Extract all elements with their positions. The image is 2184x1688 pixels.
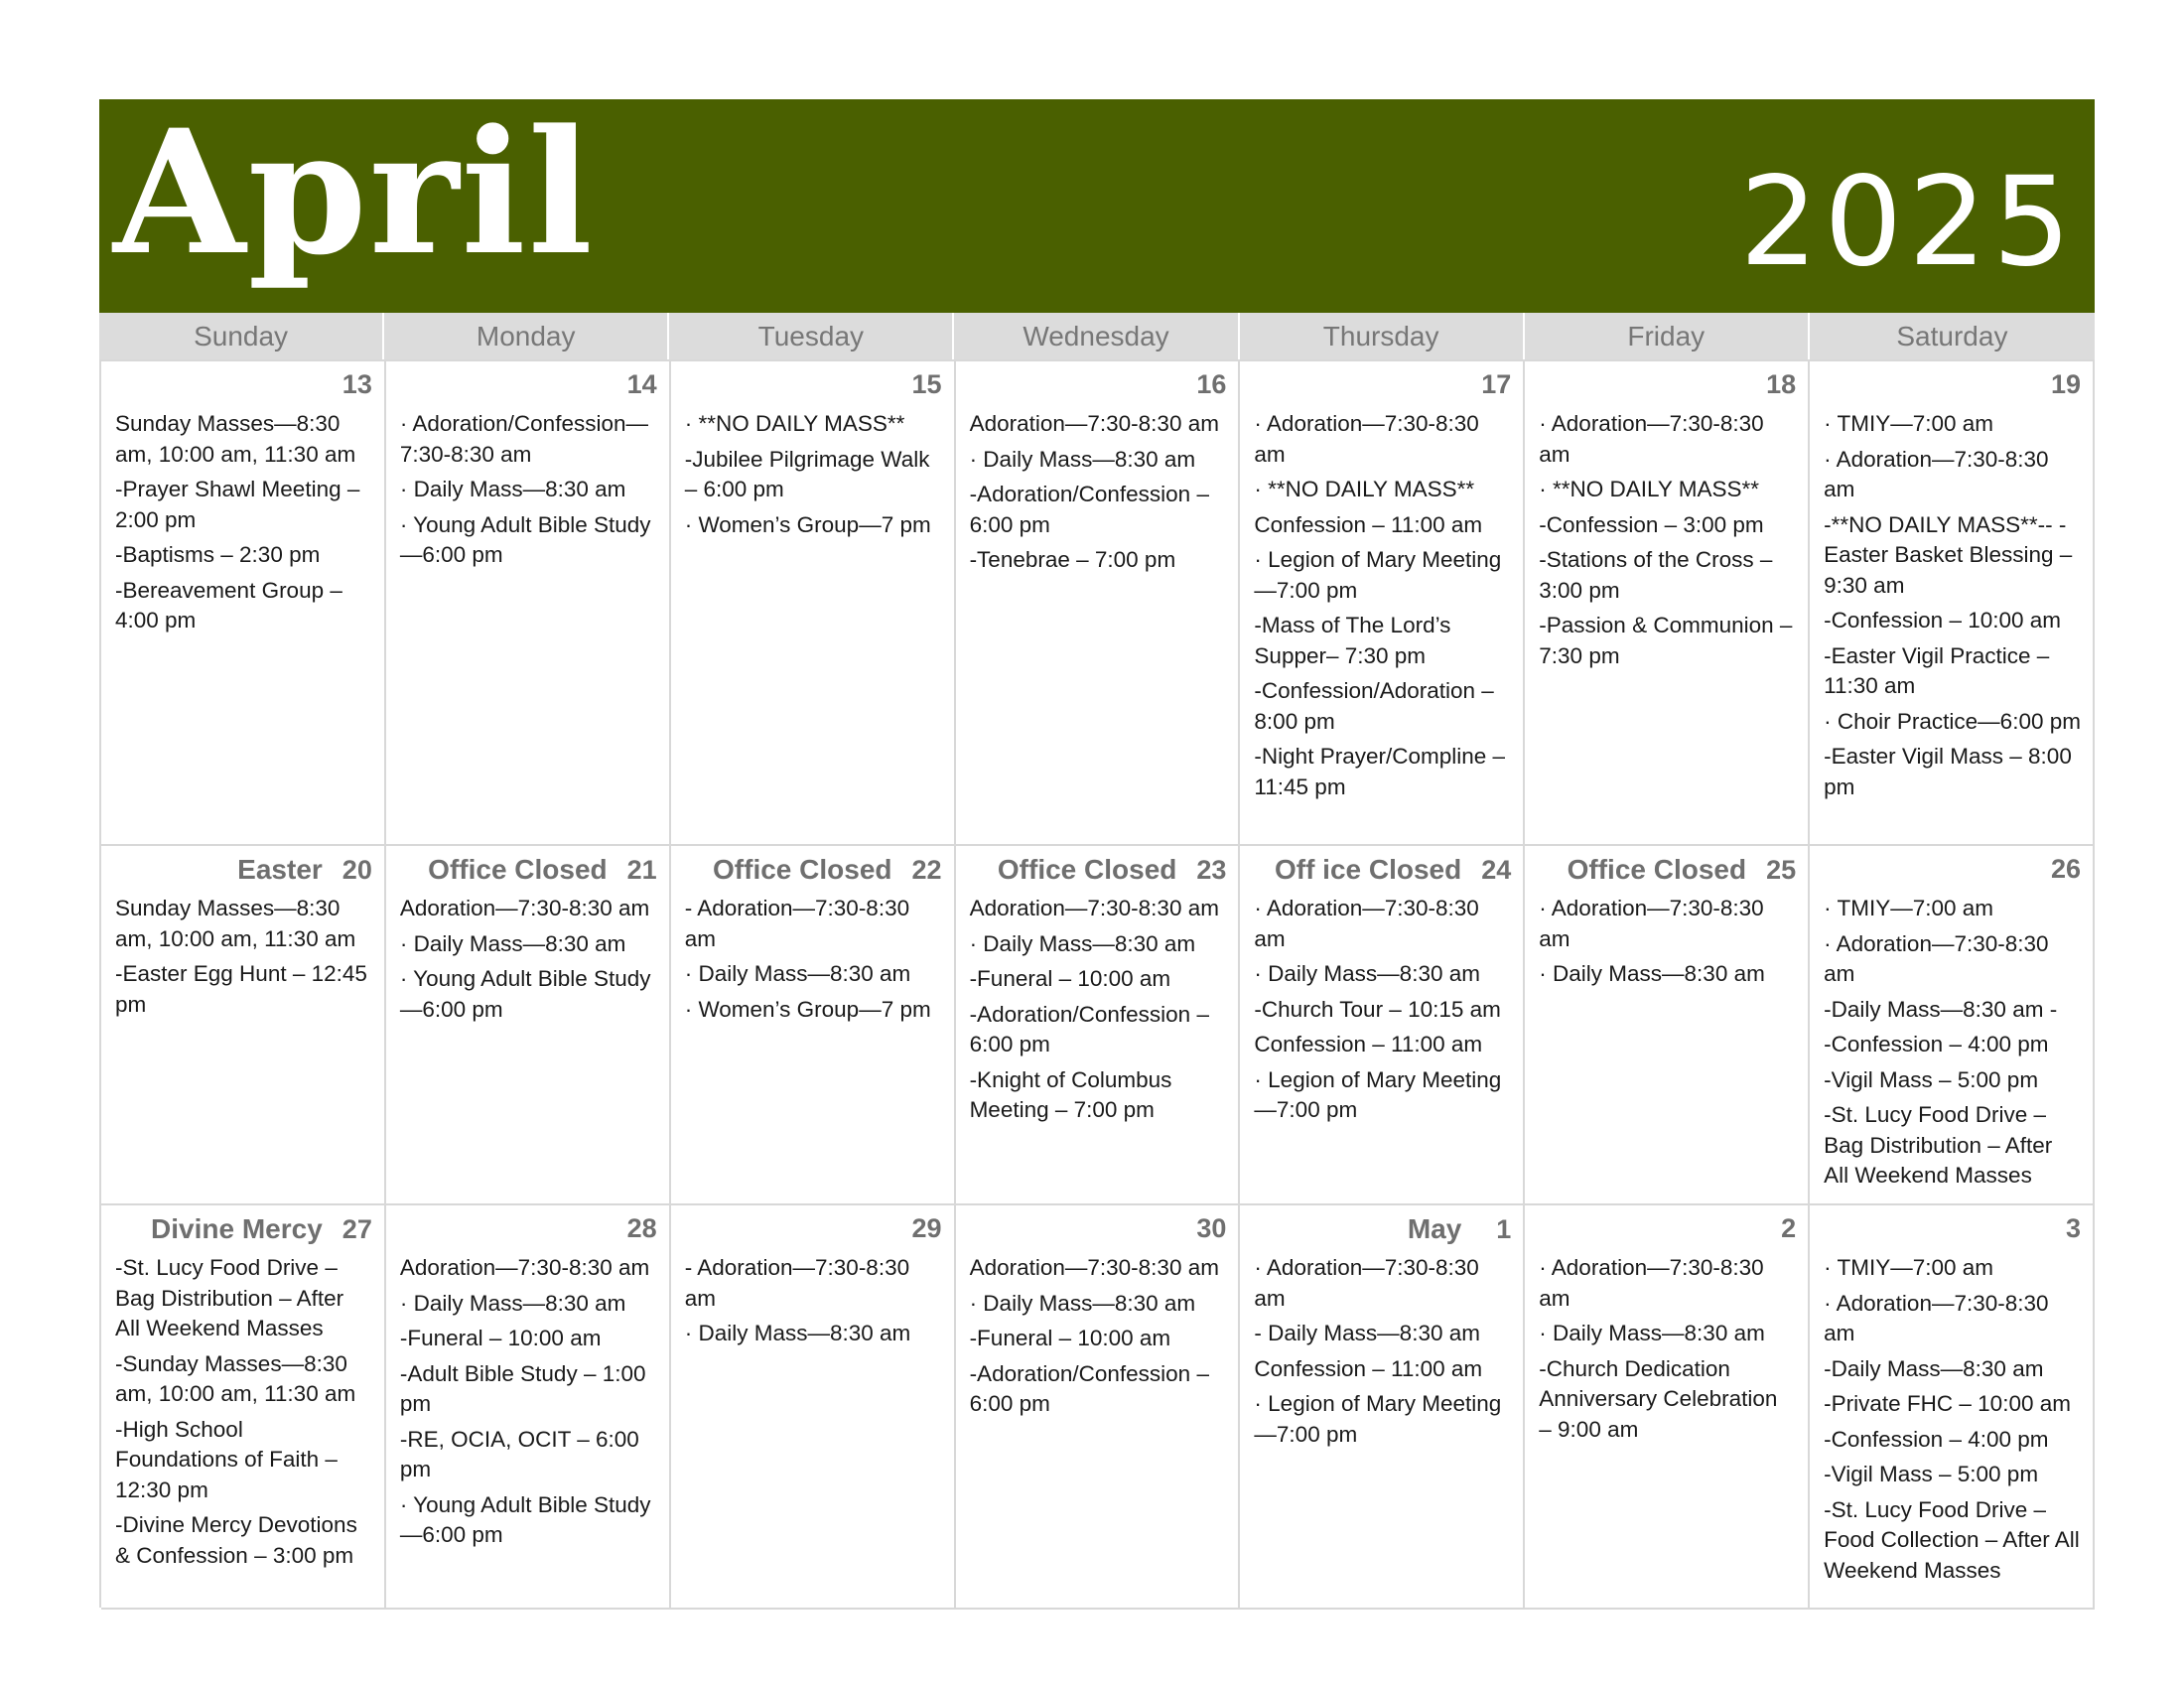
- day-cell: [1525, 846, 1810, 1205]
- day-header: [400, 369, 657, 409]
- event-item: -Confession – 4:00 pm: [1824, 1426, 2049, 1452]
- event-item: -Vigil Mass – 5:00 pm: [1824, 1462, 2039, 1486]
- day-number: 30: [1196, 1213, 1227, 1243]
- event-item: · TMIY—7:00 am: [1824, 896, 1994, 920]
- event-list: [970, 894, 1227, 1126]
- calendar-grid: [99, 359, 2095, 1608]
- day-cell: [1525, 1205, 1810, 1610]
- event-item: -Confession/Adoration – 8:00 pm: [1254, 678, 1494, 734]
- event-item: -Confession – 3:00 pm: [1539, 511, 1764, 537]
- day-header: [1539, 369, 1796, 409]
- event-list: [685, 894, 942, 1025]
- event-item: · Daily Mass—8:30 am: [399, 477, 626, 501]
- day-header: [1539, 854, 1796, 894]
- event-item: -Vigil Mass – 5:00 pm: [1824, 1066, 2039, 1092]
- event-list: [400, 894, 657, 1025]
- day-header: [685, 854, 942, 894]
- event-item: -Passion & Communion – 7:30 pm: [1539, 613, 1793, 668]
- day-cell: [1810, 846, 2095, 1205]
- weekday-friday: Friday: [1525, 313, 1810, 359]
- event-item: -Night Prayer/Compline – 11:45 pm: [1254, 744, 1506, 799]
- event-item: · **NO DAILY MASS**: [684, 411, 905, 436]
- weekday-tuesday: Tuesday: [669, 313, 954, 359]
- day-header: [1254, 369, 1511, 409]
- event-item: Confession – 11:00 am: [1254, 511, 1483, 537]
- event-item: -Sunday Masses—8:30 am, 10:00 am, 11:30 am: [115, 1350, 356, 1406]
- event-item: · Adoration/Confession—7:30-8:30 am: [399, 411, 648, 467]
- day-label: Office Closed: [997, 854, 1177, 885]
- event-item: -Stations of the Cross – 3:00 pm: [1539, 547, 1773, 603]
- day-header: [1824, 1213, 2081, 1253]
- event-item: · TMIY—7:00 am: [1824, 1255, 1994, 1280]
- weekday-header-row: [99, 313, 2095, 359]
- day-number: 19: [2050, 369, 2081, 399]
- event-list: [115, 409, 372, 636]
- event-list: [970, 1253, 1227, 1420]
- day-header: [685, 1213, 942, 1253]
- month-banner: [99, 91, 2095, 313]
- day-number: 2: [1781, 1213, 1797, 1243]
- event-item: -Baptisms – 2:30 pm: [115, 542, 321, 567]
- event-item: Adoration—7:30-8:30 am: [399, 1255, 650, 1280]
- event-item: - Adoration—7:30-8:30 am: [684, 896, 910, 951]
- event-item: · Young Adult Bible Study—6:00 pm: [399, 966, 651, 1022]
- event-item: Confession – 11:00 am: [1254, 1355, 1483, 1381]
- event-list: [115, 894, 372, 1020]
- day-cell: [386, 361, 671, 846]
- event-item: · Young Adult Bible Study—6:00 pm: [399, 1491, 651, 1547]
- day-number: 15: [911, 369, 942, 399]
- event-item: · Adoration—7:30-8:30 am: [1254, 1255, 1479, 1311]
- day-header: [115, 369, 372, 409]
- day-header: [115, 1213, 372, 1253]
- year-title: 2025: [1739, 151, 2077, 294]
- day-cell: [1810, 1205, 2095, 1610]
- event-item: - Adoration—7:30-8:30 am: [684, 1255, 910, 1311]
- day-number: 3: [2065, 1213, 2081, 1243]
- event-list: [1254, 1253, 1511, 1450]
- day-cell: [671, 361, 956, 846]
- event-item: -Adoration/Confession – 6:00 pm: [969, 1360, 1209, 1416]
- day-number: 17: [1481, 369, 1512, 399]
- event-list: [400, 409, 657, 571]
- event-item: -Confession – 4:00 pm: [1824, 1032, 2049, 1056]
- event-item: · Women’s Group—7 pm: [684, 511, 931, 537]
- day-number: 16: [1196, 369, 1227, 399]
- event-item: · Legion of Mary Meeting—7:00 pm: [1254, 547, 1502, 603]
- day-number: 28: [626, 1213, 657, 1243]
- day-cell: [1240, 361, 1525, 846]
- event-item: · Adoration—7:30-8:30 am: [1254, 411, 1479, 467]
- event-list: [1254, 894, 1511, 1126]
- weekday-monday: Monday: [384, 313, 669, 359]
- event-item: -Prayer Shawl Meeting – 2:00 pm: [115, 477, 360, 532]
- weekday-wednesday: Wednesday: [954, 313, 1239, 359]
- day-cell: [101, 1205, 386, 1610]
- event-item: -Easter Vigil Practice – 11:30 am: [1824, 642, 2050, 698]
- day-number: 24: [1481, 855, 1512, 885]
- event-item: -Adoration/Confession – 6:00 pm: [969, 482, 1209, 537]
- day-cell: [671, 1205, 956, 1610]
- month-title: April: [113, 91, 596, 293]
- event-item: · Daily Mass—8:30 am: [969, 930, 1196, 956]
- day-cell: [386, 1205, 671, 1610]
- event-item: · Legion of Mary Meeting—7:00 pm: [1254, 1066, 1502, 1122]
- event-item: - Daily Mass—8:30 am: [1254, 1321, 1480, 1345]
- event-item: -Daily Mass—8:30 am -: [1824, 996, 2058, 1022]
- event-item: · **NO DAILY MASS**: [1254, 477, 1475, 501]
- event-item: · Daily Mass—8:30 am: [399, 1290, 626, 1316]
- event-item: -St. Lucy Food Drive – Bag Distribution – After All Weekend Masses: [115, 1255, 344, 1340]
- day-label: Divine Mercy: [151, 1213, 323, 1244]
- event-item: · Daily Mass—8:30 am: [684, 961, 911, 986]
- event-item: -Adult Bible Study – 1:00 pm: [399, 1360, 646, 1416]
- weekday-thursday: Thursday: [1240, 313, 1525, 359]
- day-cell: [101, 361, 386, 846]
- event-list: [970, 409, 1227, 576]
- day-header: [1539, 1213, 1796, 1253]
- event-item: -St. Lucy Food Drive – Bag Distribution – After All Weekend Masses: [1824, 1102, 2053, 1188]
- day-number: 14: [626, 369, 657, 399]
- day-number: 18: [1766, 369, 1797, 399]
- event-item: · Daily Mass—8:30 am: [684, 1321, 911, 1345]
- day-cell: [386, 846, 671, 1205]
- event-item: · Adoration—7:30-8:30 am: [1824, 446, 2049, 501]
- day-header: [685, 369, 942, 409]
- day-label: Off ice Closed: [1274, 854, 1462, 885]
- day-number: 26: [2050, 854, 2081, 884]
- event-item: · Adoration—7:30-8:30 am: [1824, 1290, 2049, 1345]
- event-item: -Church Tour – 10:15 am: [1254, 996, 1501, 1022]
- event-item: · Adoration—7:30-8:30 am: [1539, 1255, 1764, 1311]
- event-item: -Private FHC – 10:00 am: [1824, 1391, 2071, 1416]
- day-header: [970, 1213, 1227, 1253]
- event-item: · Adoration—7:30-8:30 am: [1824, 930, 2049, 986]
- event-list: [1539, 409, 1796, 671]
- event-item: · Young Adult Bible Study—6:00 pm: [399, 511, 651, 567]
- day-number: 1: [1496, 1214, 1512, 1244]
- day-header: [400, 1213, 657, 1253]
- event-list: [115, 1253, 372, 1571]
- day-label: May: [1407, 1213, 1462, 1244]
- event-item: · Women’s Group—7 pm: [684, 996, 931, 1022]
- event-item: · Daily Mass—8:30 am: [1254, 961, 1480, 986]
- event-item: -Bereavement Group – 4:00 pm: [115, 577, 342, 633]
- day-number: 22: [911, 855, 942, 885]
- event-list: [1539, 894, 1796, 990]
- event-item: Sunday Masses—8:30 am, 10:00 am, 11:30 am: [115, 896, 356, 951]
- day-number: 23: [1196, 855, 1227, 885]
- event-item: -Tenebrae – 7:00 pm: [969, 547, 1176, 572]
- day-header: [1254, 854, 1511, 894]
- event-list: [400, 1253, 657, 1551]
- event-item: -Confession – 10:00 am: [1824, 608, 2062, 633]
- day-number: 27: [341, 1214, 372, 1244]
- event-item: -Jubilee Pilgrimage Walk – 6:00 pm: [684, 446, 930, 501]
- event-item: -Funeral – 10:00 am: [969, 1326, 1171, 1350]
- event-item: -High School Foundations of Faith – 12:30 pm: [115, 1416, 338, 1502]
- event-item: · Daily Mass—8:30 am: [969, 446, 1196, 472]
- event-list: [1254, 409, 1511, 802]
- event-list: [1824, 409, 2081, 802]
- day-header: [1254, 1213, 1511, 1253]
- event-item: -Funeral – 10:00 am: [399, 1326, 602, 1350]
- day-cell: [101, 846, 386, 1205]
- day-label: Office Closed: [428, 854, 608, 885]
- day-number: 13: [341, 369, 372, 399]
- event-item: -Funeral – 10:00 am: [969, 966, 1171, 991]
- weekday-sunday: Sunday: [99, 313, 384, 359]
- event-list: [685, 1253, 942, 1349]
- event-item: · Daily Mass—8:30 am: [399, 930, 626, 956]
- day-label: Office Closed: [1567, 854, 1747, 885]
- day-cell: [1525, 361, 1810, 846]
- event-item: Adoration—7:30-8:30 am: [969, 896, 1219, 920]
- day-number: 25: [1766, 855, 1797, 885]
- day-label: Office Closed: [713, 854, 892, 885]
- day-header: [1824, 369, 2081, 409]
- event-item: -Adoration/Confession – 6:00 pm: [969, 1001, 1209, 1056]
- event-item: · Adoration—7:30-8:30 am: [1539, 896, 1764, 951]
- event-list: [1824, 1253, 2081, 1586]
- day-cell: [956, 846, 1241, 1205]
- event-item: -Easter Vigil Mass – 8:00 pm: [1824, 744, 2072, 799]
- day-number: 20: [341, 855, 372, 885]
- day-number: 29: [911, 1213, 942, 1243]
- event-item: Sunday Masses—8:30 am, 10:00 am, 11:30 am: [115, 411, 356, 467]
- event-item: -Church Dedication Anniversary Celebration – 9:00 am: [1539, 1355, 1778, 1442]
- day-header: [115, 854, 372, 894]
- event-item: -**NO DAILY MASS**-- -Easter Basket Blessing – 9:30 am: [1824, 511, 2073, 598]
- day-cell: [1240, 1205, 1525, 1610]
- day-header: [1824, 854, 2081, 894]
- day-label: Easter: [237, 854, 323, 885]
- event-list: [1824, 894, 2081, 1192]
- event-item: · Legion of Mary Meeting—7:00 pm: [1254, 1391, 1502, 1447]
- day-cell: [1810, 361, 2095, 846]
- event-item: Adoration—7:30-8:30 am: [969, 411, 1219, 436]
- event-item: Confession – 11:00 am: [1254, 1032, 1483, 1056]
- event-item: -RE, OCIA, OCIT – 6:00 pm: [399, 1426, 639, 1481]
- day-cell: [1240, 846, 1525, 1205]
- day-number: 21: [626, 855, 657, 885]
- event-item: · Daily Mass—8:30 am: [1539, 1321, 1765, 1345]
- event-item: -Mass of The Lord’s Supper– 7:30 pm: [1254, 613, 1451, 668]
- event-item: · Adoration—7:30-8:30 am: [1254, 896, 1479, 951]
- day-header: [970, 369, 1227, 409]
- day-cell: [956, 361, 1241, 846]
- event-item: -Knight of Columbus Meeting – 7:00 pm: [969, 1066, 1172, 1122]
- event-item: -Easter Egg Hunt – 12:45 pm: [115, 961, 367, 1017]
- event-list: [685, 409, 942, 540]
- day-cell: [956, 1205, 1241, 1610]
- event-item: · Choir Practice—6:00 pm: [1824, 708, 2081, 734]
- event-item: · Daily Mass—8:30 am: [1539, 961, 1765, 986]
- event-item: -Divine Mercy Devotions & Confession – 3:00 pm: [115, 1512, 357, 1568]
- weekday-saturday: Saturday: [1896, 321, 2008, 352]
- day-header: [400, 854, 657, 894]
- event-item: Adoration—7:30-8:30 am: [969, 1255, 1219, 1280]
- event-list: [1539, 1253, 1796, 1445]
- day-cell: [671, 846, 956, 1205]
- event-item: · Daily Mass—8:30 am: [969, 1290, 1196, 1316]
- event-item: · TMIY—7:00 am: [1824, 411, 1994, 436]
- day-header: [970, 854, 1227, 894]
- event-item: -St. Lucy Food Drive – Food Collection – After All Weekend Masses: [1824, 1496, 2080, 1583]
- event-item: · Adoration—7:30-8:30 am: [1539, 411, 1764, 467]
- event-item: · **NO DAILY MASS**: [1539, 477, 1760, 501]
- event-item: Adoration—7:30-8:30 am: [399, 896, 650, 920]
- event-item: -Daily Mass—8:30 am: [1824, 1355, 2044, 1381]
